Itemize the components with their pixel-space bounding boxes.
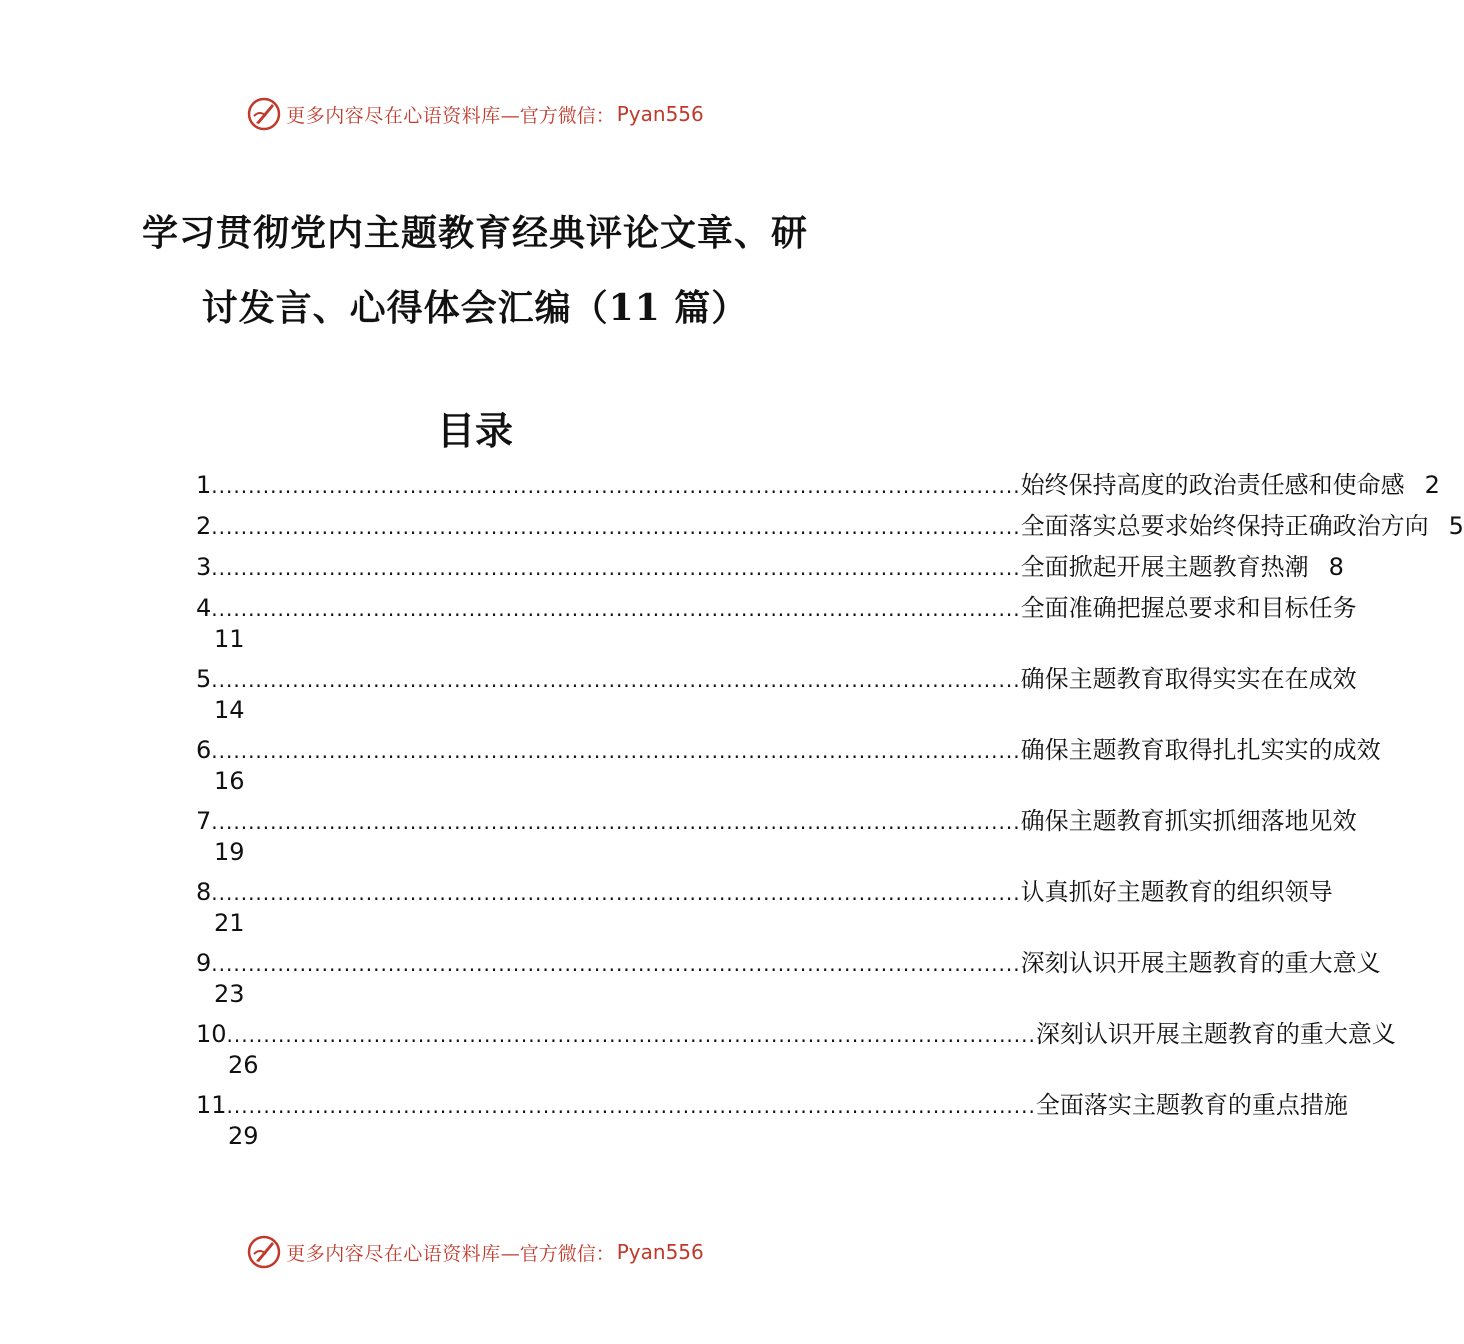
quill-pen-logo-icon	[246, 96, 282, 132]
toc-entry-page: 26	[228, 1051, 259, 1079]
toc-entry-number: 6	[196, 736, 212, 764]
toc-entry-title: 全面落实总要求始终保持正确政治方向	[1020, 512, 1429, 540]
toc-entry-number: 10	[196, 1020, 227, 1048]
toc-entry-title: 确保主题教育抓实抓细落地见效	[1020, 807, 1357, 835]
toc-entry-number: 1	[196, 471, 212, 499]
banner-wechat-label: —官方微信：	[500, 1242, 615, 1265]
toc-leader-dots: ..............................................................................................................	[211, 952, 1021, 976]
banner-promo-text: 更多内容尽在心语资料库	[286, 1242, 501, 1265]
toc-entry-page: 11	[214, 625, 245, 653]
toc-leader-dots: ..............................................................................................................	[211, 556, 1021, 580]
header-banner	[0, 94, 950, 134]
toc-entry[interactable]	[196, 735, 1381, 796]
toc-entry[interactable]	[196, 664, 1357, 725]
toc-entry[interactable]	[196, 511, 1464, 542]
toc-entry-number: 4	[196, 594, 212, 622]
document-title-line-1: 学习贯彻党内主题教育经典评论文章、研	[141, 212, 808, 254]
toc-entry[interactable]	[196, 1019, 1396, 1080]
toc-entry-title: 全面掀起开展主题教育热潮	[1020, 553, 1309, 581]
toc-leader-dots: ..............................................................................................................	[226, 1094, 1036, 1118]
toc-entry-number: 5	[196, 665, 212, 693]
quill-pen-logo-icon	[246, 1234, 282, 1270]
toc-entry-number: 7	[196, 807, 212, 835]
footer-banner	[0, 1232, 950, 1272]
toc-leader-dots: ..............................................................................................................	[211, 597, 1021, 621]
toc-entry-number: 2	[196, 512, 212, 540]
toc-entry[interactable]	[196, 948, 1381, 1009]
toc-leader-dots: ..............................................................................................................	[211, 668, 1021, 692]
toc-leader-dots: ..............................................................................................................	[211, 474, 1021, 498]
toc-entry-number: 3	[196, 553, 212, 581]
toc-entry[interactable]	[196, 806, 1357, 867]
toc-leader-dots: ..............................................................................................................	[211, 515, 1021, 539]
toc-entry-title: 确保主题教育取得实实在在成效	[1020, 665, 1357, 693]
toc-entry[interactable]	[196, 877, 1333, 938]
banner-wechat-handle: Pyan556	[616, 1240, 704, 1264]
toc-entry-page: 8	[1328, 553, 1344, 581]
toc-entry-title: 深刻认识开展主题教育的重大意义	[1020, 949, 1381, 977]
toc-entry[interactable]	[196, 552, 1344, 583]
toc-leader-dots: ..............................................................................................................	[226, 1023, 1036, 1047]
toc-leader-dots: ..............................................................................................................	[211, 810, 1021, 834]
toc-entry-number: 9	[196, 949, 212, 977]
banner-promo-text: 更多内容尽在心语资料库	[286, 104, 501, 127]
toc-entry-page: 19	[214, 838, 245, 866]
table-of-contents	[196, 470, 1464, 1161]
toc-entry-page: 21	[214, 909, 245, 937]
toc-entry-title: 全面落实主题教育的重点措施	[1035, 1091, 1348, 1119]
toc-entry-number: 11	[196, 1091, 227, 1119]
toc-entry-page: 14	[214, 696, 245, 724]
toc-entry-title: 全面准确把握总要求和目标任务	[1020, 594, 1357, 622]
toc-entry-title: 认真抓好主题教育的组织领导	[1020, 878, 1333, 906]
toc-leader-dots: ..............................................................................................................	[211, 881, 1021, 905]
toc-entry[interactable]	[196, 470, 1440, 501]
toc-entry-page: 16	[214, 767, 245, 795]
toc-entry-page: 23	[214, 980, 245, 1008]
banner-wechat-handle: Pyan556	[616, 102, 704, 126]
toc-leader-dots: ..............................................................................................................	[211, 739, 1021, 763]
document-title-line-2: 讨发言、心得体会汇编（11 篇）	[201, 287, 749, 329]
toc-entry-page: 2	[1424, 471, 1440, 499]
toc-entry-title: 始终保持高度的政治责任感和使命感	[1020, 471, 1405, 499]
toc-entry[interactable]	[196, 1090, 1348, 1151]
toc-entry-title: 深刻认识开展主题教育的重大意义	[1035, 1020, 1396, 1048]
toc-entry-page: 5	[1448, 512, 1464, 540]
banner-wechat-label: —官方微信：	[500, 104, 615, 127]
toc-heading: 目录	[436, 408, 513, 453]
toc-entry[interactable]	[196, 593, 1357, 654]
toc-entry-title: 确保主题教育取得扎扎实实的成效	[1020, 736, 1381, 764]
toc-entry-number: 8	[196, 878, 212, 906]
toc-entry-page: 29	[228, 1122, 259, 1150]
